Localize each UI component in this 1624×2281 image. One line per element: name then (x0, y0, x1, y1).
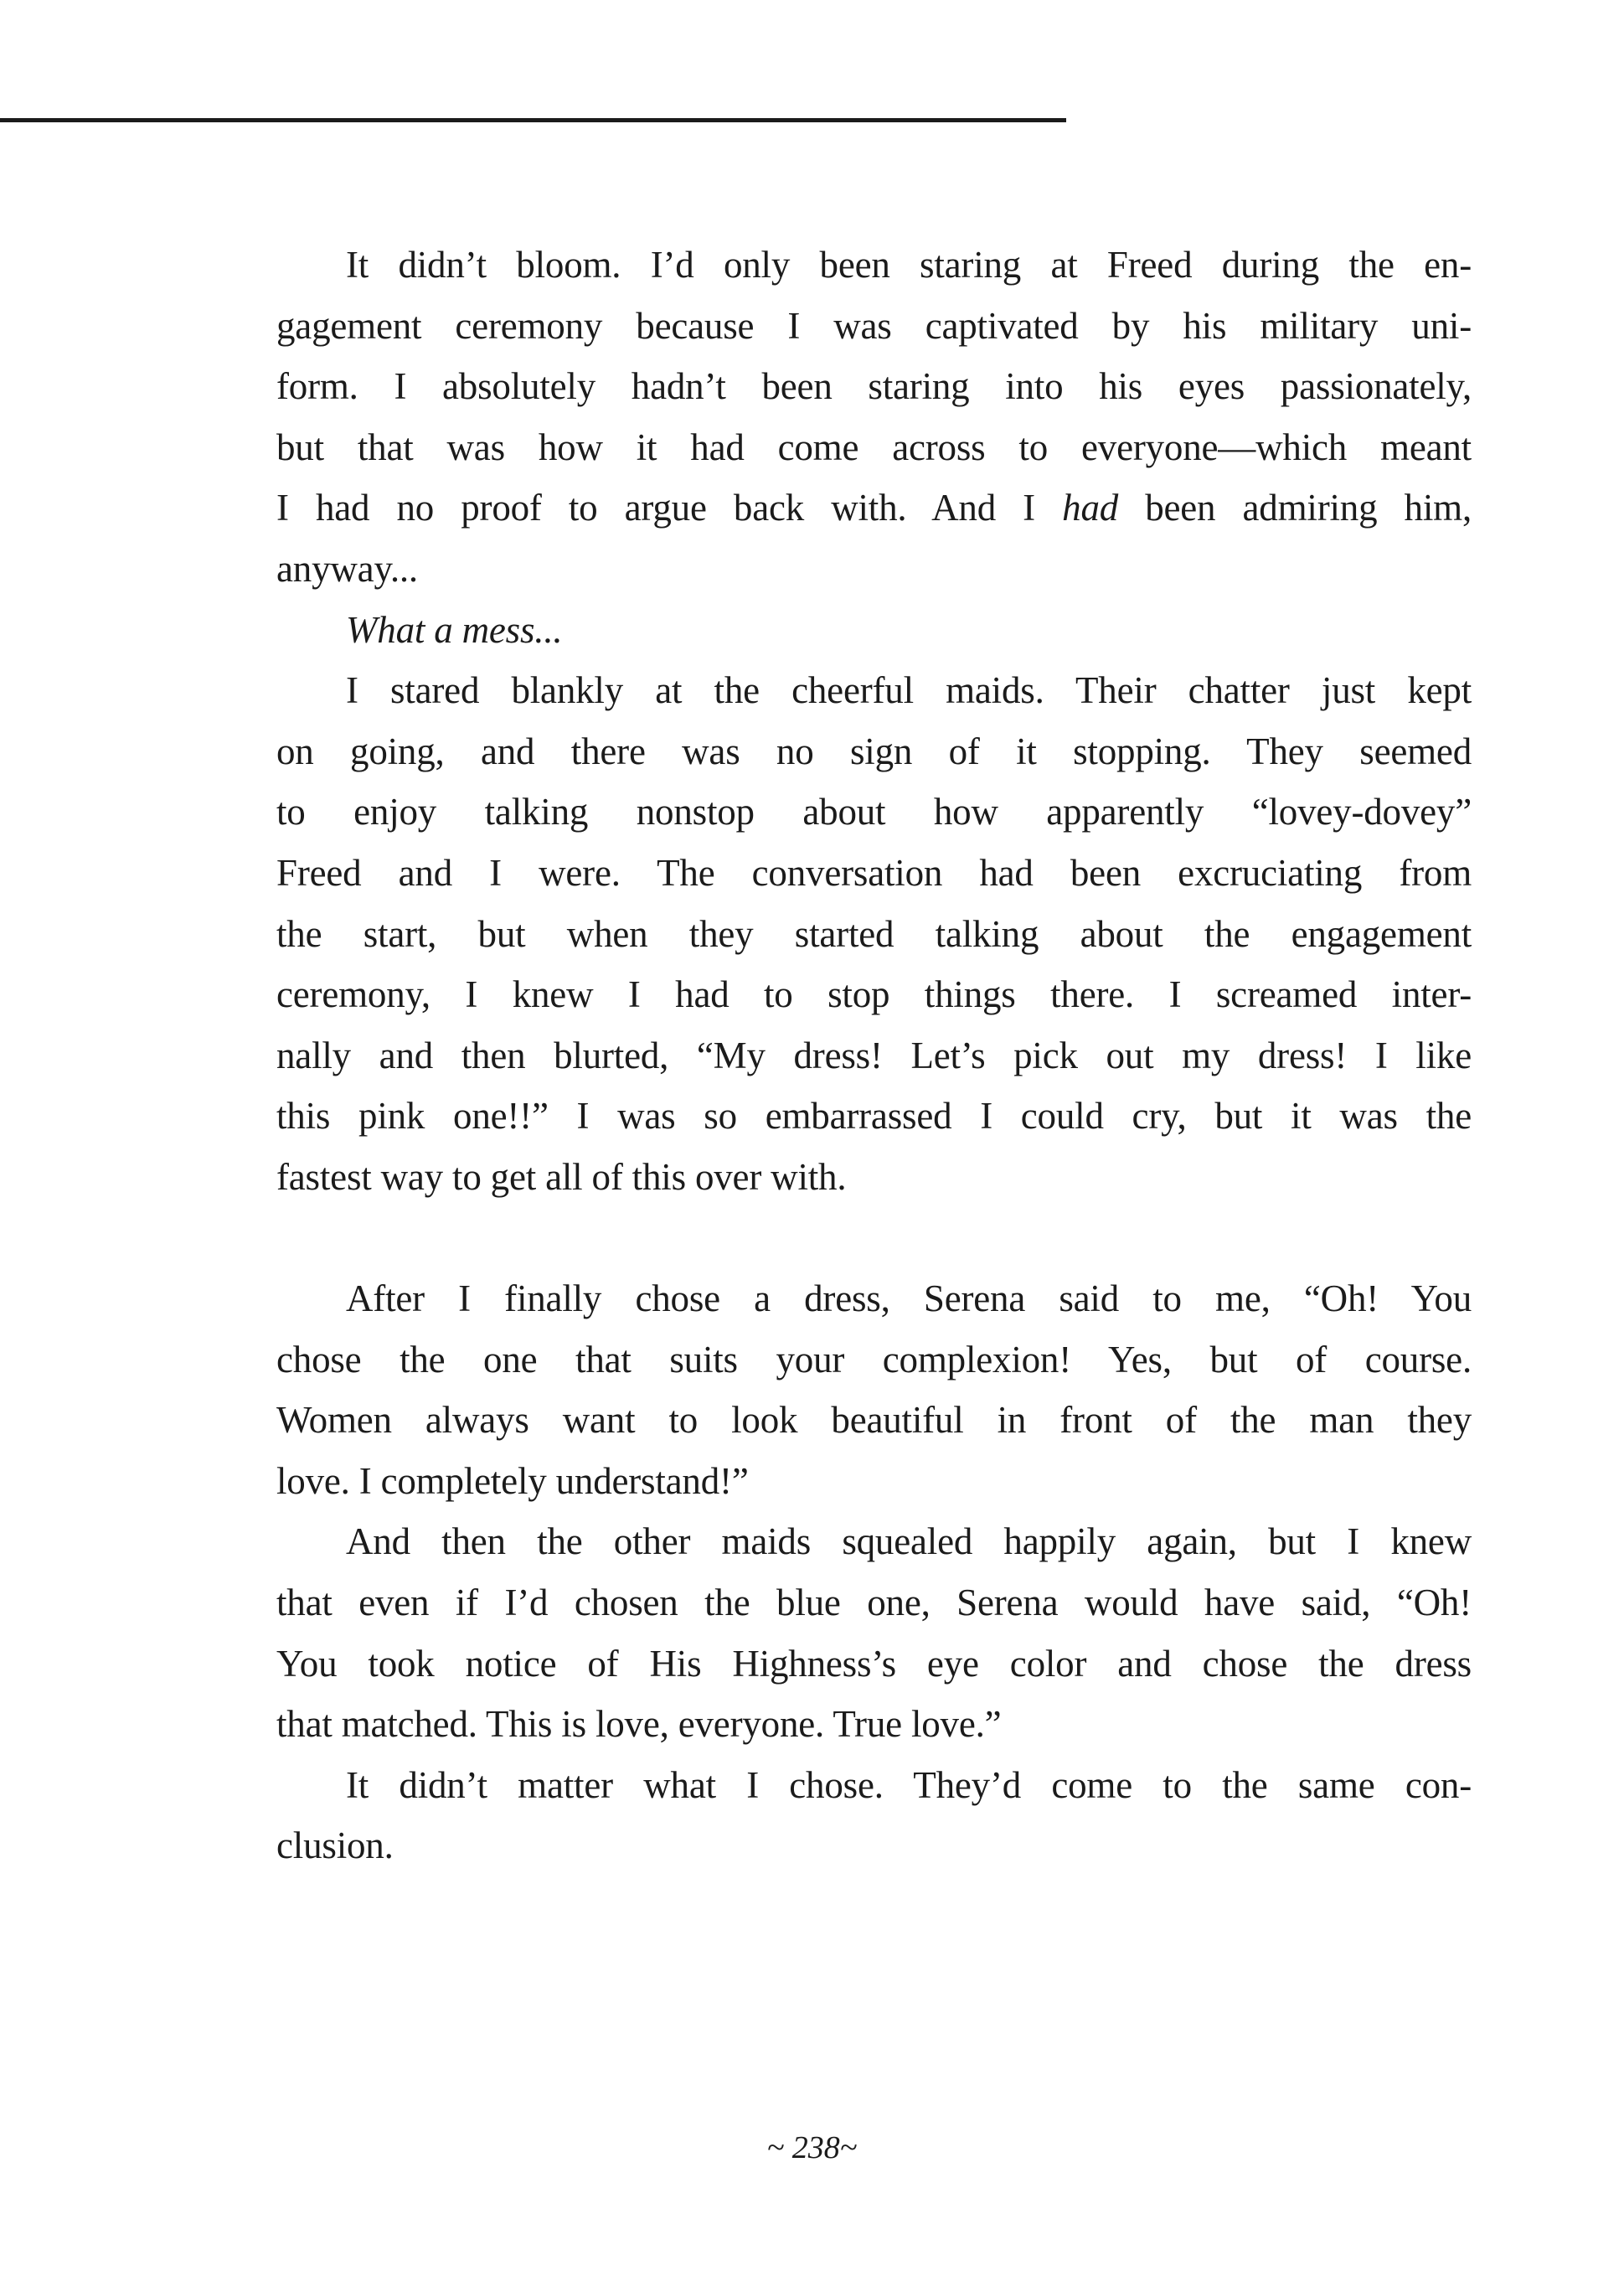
paragraph-5 (276, 1511, 1472, 1754)
text-segment: fastest way to get all of this over with. (276, 1155, 847, 1198)
text-segment: chose the one that suits your complexion! Yes, but of course. (276, 1338, 1472, 1380)
text-segment: You took notice of His Highness’s eye color and chose the dress (276, 1642, 1472, 1685)
text-line (276, 1451, 1472, 1512)
paragraph-3 (276, 660, 1472, 1207)
text-segment: this pink one!!” I was so embarrassed I could cry, but it was the (276, 1095, 1472, 1138)
text-line (276, 1086, 1472, 1147)
text-line (276, 1329, 1472, 1391)
page-number: ~ 238~ (766, 2130, 858, 2165)
text-line (276, 1572, 1472, 1633)
text-line (276, 600, 1472, 661)
paragraph-2-inner-thought (276, 600, 1472, 661)
text-segment: that even if I’d chosen the blue one, Serena would have said, “Oh! (276, 1582, 1472, 1624)
text-line (276, 235, 1472, 296)
text-line (276, 417, 1472, 478)
text-line (276, 1268, 1472, 1329)
text-line (276, 1025, 1472, 1086)
text-line (276, 904, 1472, 965)
text-line (276, 1633, 1472, 1695)
text-line (276, 964, 1472, 1025)
text-line (276, 296, 1472, 357)
text-segment: And then the other maids squealed happily again, but I knew (346, 1520, 1472, 1563)
page-text (276, 235, 1472, 1876)
header-rule (0, 118, 1066, 122)
text-line (276, 843, 1472, 904)
text-segment: form. I absolutely hadn’t been staring into his eyes passionately, (276, 365, 1472, 408)
text-segment: but that was how it had come across to everyone—which meant (276, 426, 1472, 468)
text-segment: It didn’t bloom. I’d only been staring at Freed during the en- (346, 244, 1472, 286)
text-line (276, 1755, 1472, 1816)
text-segment: to enjoy talking nonstop about how apparently “lovey-dovey” (276, 791, 1472, 833)
text-segment: Women always want to look beautiful in front of the man they (276, 1399, 1472, 1442)
text-segment: love. I completely understand!” (276, 1459, 749, 1502)
text-segment: that matched. This is love, everyone. True love.” (276, 1703, 1002, 1746)
paragraph-1 (276, 235, 1472, 600)
text-line (276, 356, 1472, 417)
italic-text-segment: What a mess... (346, 608, 563, 651)
text-line (276, 1815, 1472, 1876)
text-line (276, 1147, 1472, 1208)
text-segment: It didn’t matter what I chose. They’d come to the same con- (346, 1763, 1472, 1806)
text-line (276, 660, 1472, 721)
italic-text-segment: had (1062, 487, 1119, 529)
text-line (276, 477, 1472, 539)
text-segment: gagement ceremony because I was captivated by his military uni- (276, 304, 1472, 347)
text-segment: After I finally chose a dress, Serena said to me, “Oh! You (346, 1277, 1472, 1320)
text-segment: I had no proof to argue back with. And I (276, 487, 1063, 529)
text-segment: on going, and there was no sign of it stopping. They seemed (276, 730, 1472, 772)
paragraph-4 (276, 1268, 1472, 1511)
text-line (276, 1511, 1472, 1572)
text-line (276, 1390, 1472, 1451)
text-segment: been admiring him, (1118, 487, 1472, 529)
text-segment: I stared blankly at the cheerful maids. Their chatter just kept (346, 669, 1472, 712)
text-segment: nally and then blurted, “My dress! Let’s pick out my dress! I like (276, 1034, 1472, 1076)
text-segment: ceremony, I knew I had to stop things there. I screamed inter- (276, 973, 1472, 1016)
text-line (276, 721, 1472, 782)
text-line (276, 782, 1472, 843)
text-segment: the start, but when they started talking about the engagement (276, 912, 1472, 955)
paragraph-6 (276, 1755, 1472, 1876)
text-segment: Freed and I were. The conversation had been excruciating from (276, 851, 1472, 894)
text-segment: anyway... (276, 547, 418, 590)
text-segment: clusion. (276, 1824, 394, 1867)
text-line (276, 1694, 1472, 1755)
text-line (276, 539, 1472, 600)
